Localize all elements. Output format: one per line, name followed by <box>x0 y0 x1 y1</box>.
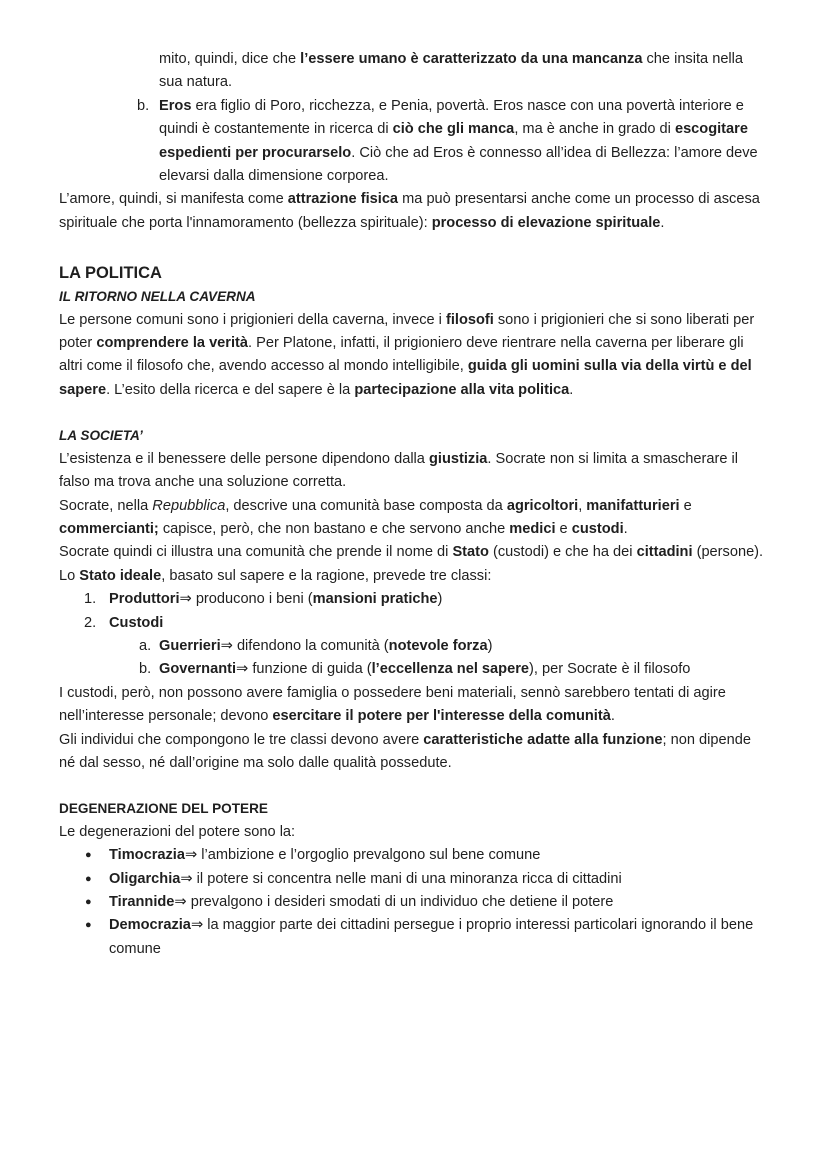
text-run: I custodi, però, non possono avere famiglia o possedere beni materiali, sennò sarebbero tentati di agire nell’interesse personale; devono <box>59 684 726 725</box>
text-run: , basato sul sapere e la ragione, prevede tre classi: <box>161 567 492 584</box>
bold-run: Tirannide <box>109 894 175 910</box>
text-run: l’ambizione e l’orgoglio prevalgono sul bene comune <box>197 847 541 864</box>
text-run: il potere si concentra nelle mani di una minoranza ricca di cittadini <box>192 870 622 887</box>
bold-run: esercitare il potere per l'interesse della comunità <box>272 708 611 725</box>
amore-paragraph <box>59 188 769 235</box>
bold-run: Stato <box>452 544 489 561</box>
spacer <box>59 402 769 424</box>
section-heading-politica: LA POLITICA <box>59 264 162 283</box>
text-run: , <box>578 497 587 514</box>
bold-run: caratteristiche adatte alla funzione <box>423 731 663 748</box>
arrow-icon: ⇒ <box>180 870 193 887</box>
text-run: . Per Platone, infatti, il prigioniero deve rientrare nella caverna per liberare gli altri come il filosofo che, avendo accesso al mondo intelligibile, <box>59 335 744 375</box>
list-marker: a. <box>139 637 152 654</box>
text-run: . L’esito della ricerca e del sapere è la <box>106 381 355 398</box>
societa-paragraph-3 <box>59 541 769 588</box>
bold-run: giustizia <box>428 450 488 467</box>
bold-run: cittadini <box>636 544 693 561</box>
text-run: funzione di guida ( <box>248 661 372 678</box>
bold-run: l’eccellenza nel sapere <box>371 661 529 678</box>
text-run: producono i beni ( <box>191 591 313 608</box>
text-run: ) <box>437 591 443 608</box>
bold-run: ciò che gli manca <box>392 121 515 138</box>
text-run: . Ciò che ad Eros è connesso all’idea di Bellezza: l’amore deve elevarsi dalla dimensione corporea. <box>159 144 758 185</box>
list-marker: b. <box>139 661 152 678</box>
text-run: , ma è anche in grado di <box>514 121 675 138</box>
arrow-icon: ⇒ <box>236 661 249 678</box>
bold-run: attrazione fisica <box>287 191 399 208</box>
custodi-paragraph <box>59 682 769 729</box>
text-run: difendono la comunità ( <box>232 637 389 654</box>
bold-run: partecipazione alla vita politica <box>354 381 570 398</box>
bold-run: Custodi <box>109 614 164 631</box>
bold-run: guida gli uomini sulla via della virtù e del sapere <box>59 358 752 398</box>
societa-paragraph-1 <box>59 448 769 495</box>
text-run: ; non dipende né dal sesso, né dall’origine ma solo dalle qualità possedute. <box>59 731 751 771</box>
text-run: . <box>660 214 665 231</box>
bold-run: Governanti <box>159 661 237 678</box>
text-run: ), per Socrate è il filosofo <box>529 661 691 678</box>
list-marker: 2. <box>84 614 97 631</box>
subheading-degenerazione: DEGENERAZIONE DEL POTERE <box>59 801 268 817</box>
arrow-icon: ⇒ <box>220 637 233 654</box>
arrow-icon: ⇒ <box>190 917 204 934</box>
societa-paragraph-2 <box>59 495 769 542</box>
text-run: . <box>569 381 574 398</box>
text-run: L’amore, quindi, si manifesta come <box>59 191 288 208</box>
text-run: sono i prigionieri che si sono liberati per poter <box>59 311 755 352</box>
text-run: . Socrate non si limita a smascherare il falso ma trova anche una soluzione corretta. <box>59 450 738 491</box>
text-run: Le persone comuni sono i prigionieri della caverna, invece i <box>59 311 446 328</box>
subheading-societa: LA SOCIETA’ <box>59 428 143 444</box>
list-item-governanti <box>59 658 769 681</box>
bold-run: commercianti; <box>59 520 159 537</box>
spacer <box>59 775 769 797</box>
degenerazione-intro: Le degenerazioni del potere sono la: <box>59 823 296 840</box>
text-run: Socrate quindi ci illustra una comunità che prende il nome di <box>59 544 453 561</box>
degenerazione-item <box>59 844 769 867</box>
list-item-a-continuation <box>59 48 769 95</box>
bold-run: Timocrazia <box>109 847 185 864</box>
bold-run: medici <box>509 520 556 537</box>
bold-run: Produttori <box>109 591 180 608</box>
list-item-b <box>137 95 769 189</box>
individui-paragraph <box>59 729 769 776</box>
caverna-paragraph <box>59 309 769 403</box>
list-item-guerrieri <box>59 635 769 658</box>
bullet-icon: ● <box>85 896 92 908</box>
text-run: (persone). Lo <box>59 544 764 584</box>
text-run: era figlio di Poro, ricchezza, e Penia, povertà. Eros nasce con una povertà interiore e quindi è costantemente in ricerca di <box>159 97 744 138</box>
bullet-icon: ● <box>85 849 92 862</box>
text-run: prevalgono i desideri smodati di un individuo che detiene il potere <box>186 894 614 910</box>
text-run: ) <box>487 637 493 654</box>
bold-run: mansioni pratiche <box>312 591 438 608</box>
text-run: Gli individui che compongono le tre classi devono avere <box>59 731 424 748</box>
bold-run: Eros <box>159 97 192 114</box>
text-run: la maggior parte dei cittadini persegue i proprio interessi particolari ignorando il bene comune <box>109 917 754 957</box>
list-marker: b. <box>137 97 150 114</box>
degenerazione-item <box>59 914 769 961</box>
arrow-icon: ⇒ <box>179 591 192 608</box>
bold-run: processo di elevazione spirituale <box>431 214 661 231</box>
bold-run: custodi <box>571 520 624 537</box>
degenerazione-item <box>59 891 769 914</box>
arrow-icon: ⇒ <box>184 847 198 864</box>
text-run: Socrate, nella <box>59 497 153 514</box>
eros-list <box>59 95 769 189</box>
list-marker: 1. <box>84 591 97 608</box>
bold-run: agricoltori <box>506 497 579 514</box>
text-run: mito, quindi, dice che <box>159 51 301 67</box>
bold-run: comprendere la verità <box>96 335 249 352</box>
text-run: capisce, però, che non bastano e che servono anche <box>158 520 510 537</box>
bold-run: manifatturieri <box>586 497 680 514</box>
italic-run: Repubblica <box>152 497 226 514</box>
bullet-icon: ● <box>85 872 92 885</box>
text-run: e <box>679 497 692 514</box>
text-run: L’esistenza e il benessere delle persone dipendono dalla <box>59 450 429 467</box>
text-run: , descrive una comunità base composta da <box>225 497 507 514</box>
arrow-icon: ⇒ <box>174 894 187 910</box>
text-run: ma può presentarsi anche come un processo di ascesa spirituale che porta l'innamoramento (bellezza spirituale): <box>59 191 760 231</box>
bold-run: Guerrieri <box>159 637 221 654</box>
list-item-produttori <box>59 588 769 611</box>
bold-run: Stato ideale <box>79 567 162 584</box>
text-run: (custodi) e che ha dei <box>488 544 637 561</box>
degenerazione-item <box>59 868 769 891</box>
bold-run: Oligarchia <box>109 870 181 887</box>
subheading-ritorno-caverna: IL RITORNO NELLA CAVERNA <box>59 289 256 305</box>
bold-run: escogitare espedienti per procurarselo <box>159 121 748 161</box>
document-content <box>59 48 769 961</box>
list-item-custodi <box>59 612 769 635</box>
degenerazione-list <box>59 844 769 961</box>
bold-run: l’essere umano è caratterizzato da una mancanza <box>300 51 643 67</box>
text-run: che insita nella sua natura. <box>159 51 744 91</box>
bold-run: notevole forza <box>388 637 488 654</box>
bullet-icon: ● <box>85 919 92 932</box>
text-run: . <box>610 708 615 725</box>
bold-run: filosofi <box>445 311 494 328</box>
text-run: . <box>623 520 628 537</box>
bold-run: Democrazia <box>109 917 191 934</box>
text-run: e <box>555 520 572 537</box>
